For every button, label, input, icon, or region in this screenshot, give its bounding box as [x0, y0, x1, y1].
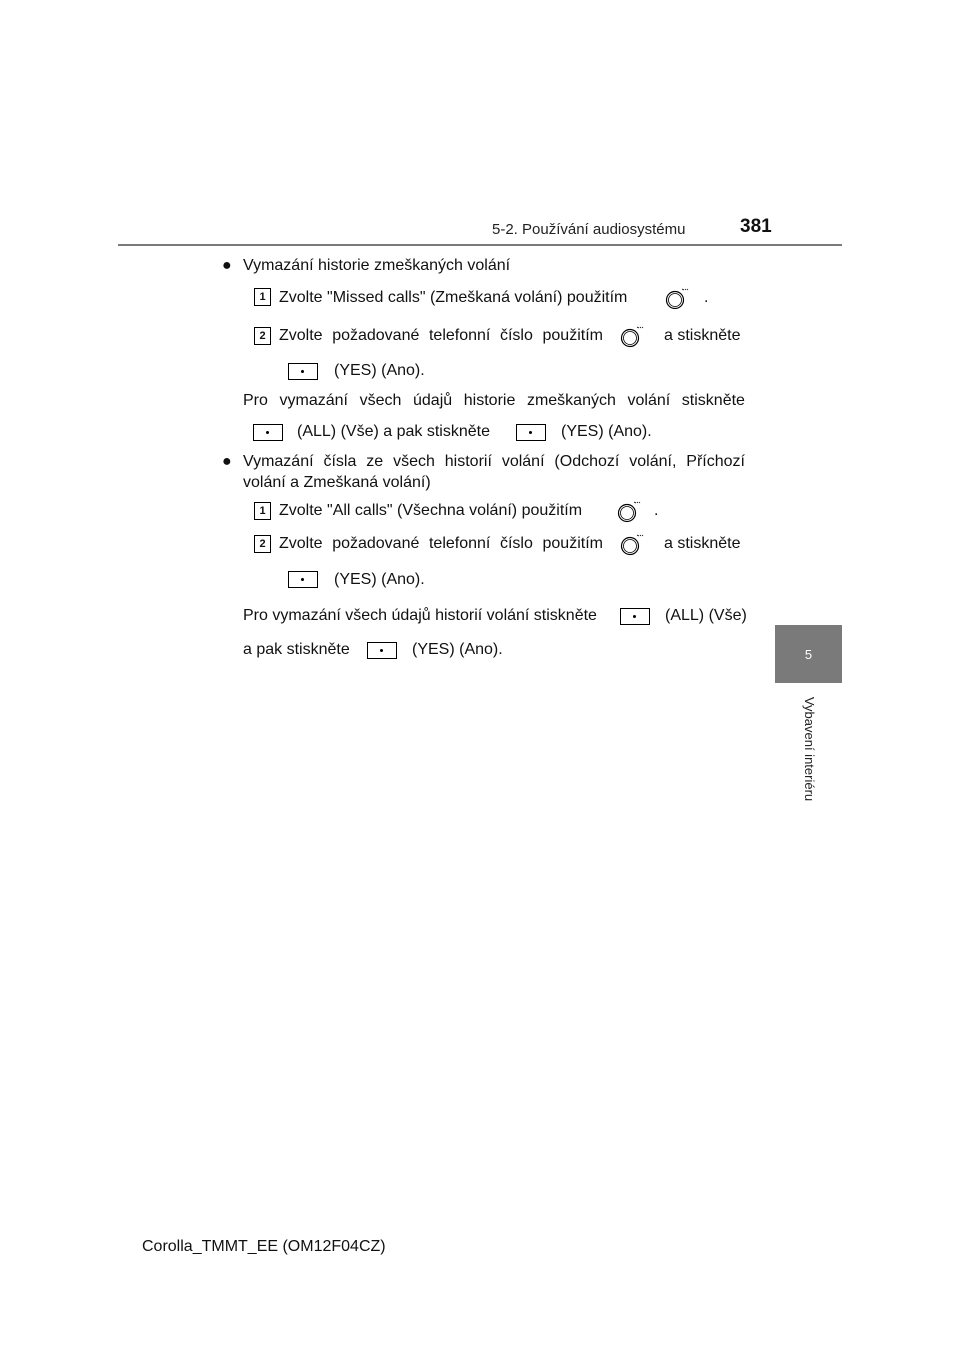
- block2-step2-text: [279, 534, 603, 554]
- block2-heading-line2: volání a Zmeškaná volání): [243, 474, 431, 491]
- word: všech: [359, 392, 402, 409]
- screen-button-icon: [253, 424, 283, 441]
- tune-knob-icon: [662, 286, 692, 310]
- footer-doc-id: Corolla_TMMT_EE (OM12F04CZ): [142, 1238, 386, 1255]
- word: čísla: [323, 453, 357, 470]
- block1-note-line1: [243, 391, 745, 411]
- header-divider: [118, 244, 842, 246]
- word: volání: [627, 392, 671, 409]
- word: požadované: [332, 327, 420, 344]
- word: Zvolte: [279, 327, 323, 344]
- running-header-section: 5-2. Používání audiosystému: [492, 221, 686, 238]
- tune-knob-icon: [617, 324, 647, 348]
- block1-note-part2: (YES) (Ano).: [561, 423, 652, 440]
- step-1-badge: 1: [254, 288, 271, 306]
- word: všech: [393, 453, 435, 470]
- word: číslo: [499, 535, 533, 552]
- chapter-tab: [775, 625, 842, 683]
- block2-note-line1-end: (ALL) (Vše): [665, 607, 747, 624]
- page-number: 381: [740, 216, 772, 237]
- block2-step1-text: Zvolte "All calls" (Všechna volání) použitím: [279, 502, 583, 519]
- block2-note-line2-end: (YES) (Ano).: [412, 641, 503, 658]
- screen-button-icon: [288, 363, 318, 380]
- block1-step1-text: Zvolte "Missed calls" (Zmeškaná volání) použitím: [279, 289, 628, 306]
- word: telefonní: [428, 327, 491, 344]
- step-1-badge: 1: [254, 502, 271, 520]
- word: požadované: [332, 535, 420, 552]
- word: vymazání: [279, 392, 348, 409]
- word: Vymazání: [243, 453, 314, 470]
- block1-step2-text: [279, 326, 603, 346]
- chapter-title-vertical: Vybavení interiéru: [802, 696, 817, 802]
- bullet-icon: ●: [222, 257, 232, 274]
- screen-button-icon: [288, 571, 318, 588]
- screen-button-icon: [516, 424, 546, 441]
- word: použitím: [542, 535, 603, 552]
- chapter-number: 5: [804, 646, 813, 662]
- word: historie: [463, 392, 516, 409]
- word: číslo: [499, 327, 533, 344]
- tune-knob-icon: [617, 532, 647, 556]
- block1-note-part1: (ALL) (Vše) a pak stiskněte: [297, 423, 490, 440]
- word: stiskněte: [681, 392, 745, 409]
- block1-step1-period: .: [704, 289, 709, 306]
- block2-note-line1: Pro vymazání všech údajů historií volání stiskněte: [243, 607, 597, 624]
- block2-step1-period: .: [654, 502, 659, 519]
- tune-knob-icon: [614, 499, 644, 523]
- word: (Odchozí: [554, 453, 620, 470]
- block1-step2-after: a stiskněte: [664, 327, 741, 344]
- block1-step2-cont: (YES) (Ano).: [334, 362, 425, 379]
- word: ze: [366, 453, 384, 470]
- word: volání: [501, 453, 545, 470]
- word: údajů: [413, 392, 453, 409]
- screen-button-icon: [367, 642, 397, 659]
- block2-note-line2-start: a pak stiskněte: [243, 641, 350, 658]
- block2-step2-after: a stiskněte: [664, 535, 741, 552]
- word: Příchozí: [686, 453, 745, 470]
- word: použitím: [542, 327, 603, 344]
- block1-heading: Vymazání historie zmeškaných volání: [243, 257, 511, 274]
- word: telefonní: [428, 535, 491, 552]
- word: zmeškaných: [526, 392, 616, 409]
- step-2-badge: 2: [254, 535, 271, 553]
- step-2-badge: 2: [254, 327, 271, 345]
- word: Pro: [243, 392, 268, 409]
- screen-button-icon: [620, 608, 650, 625]
- word: Zvolte: [279, 535, 323, 552]
- word: volání,: [629, 453, 677, 470]
- block2-step2-cont: (YES) (Ano).: [334, 571, 425, 588]
- block2-heading-line1: [243, 452, 745, 472]
- bullet-icon: ●: [222, 453, 232, 470]
- word: historií: [444, 453, 492, 470]
